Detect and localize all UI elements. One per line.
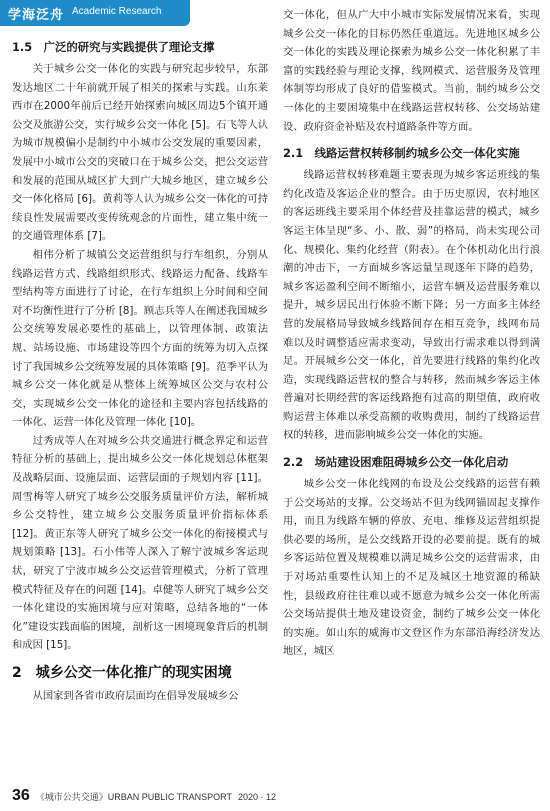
- issue-date: 2020 · 12: [238, 792, 277, 802]
- journal-name: 《城市公共交通》URBAN PUBLIC TRANSPORT: [35, 792, 232, 802]
- section-2-heading: 2 城乡公交一体化推广的现实困境: [12, 665, 232, 681]
- header-banner: [0, 0, 190, 26]
- section-2-1-heading: 2.1 线路运营权转移制约城乡公交一体化实施: [283, 146, 520, 161]
- section-2-2-paragraph: 城乡公交一体化线网的布设及公交线路的运营有赖于公交场站的支撑。公交场站不但为线网锚固起支撑作用，而且为线路车辆的停放、充电、维修及运营组织提供必要的场所，是公交线路开设的必要前提。既有的城乡客运站位置及规模难以满足城乡公交的运营需求，由于对场站重要性认知上的不足及城区土地资源的稀缺性，县级政府往往难以或不愿意为城乡公交一体化所需公交场站提供土地及建设资金，制约了城乡公交一体化的实施。如山东的威海市文登区作为东部沿海经济发达地区，城区: [283, 478, 540, 658]
- page-number: 36: [12, 787, 30, 804]
- right-column: [283, 6, 540, 661]
- section-1-5-paragraph-1: 关于城乡公交一体化的实践与研究起步较早，东部发达地区二十年前就开展了相关的探索与实践。山东莱西市在2000年前后已经开始探索向城区周边5个镇开通公交及旅游公交，实行城乡公交一体化 [5]。石飞等人认为城市规模偏小是制约中小城市公交发展的重要因素，发展中小城市公交的突破口在于城乡公交，把公交运营和发展的范围从城区扩大到广大城乡地区，建立城乡公交一体化格局 [6]。黄莉等人认为城乡公交一体化的可持续良性发展需要改变传统观念的片面性，建立集中统一的交通管理体系 [7]。: [12, 63, 268, 243]
- section-2-paragraph-continued: 交一体化，但从广大中小城市实际发展情况来看，实现城乡公交一体化的目标仍然任重道远。先进地区城乡公交一体化的实践及理论探索为城乡公交一体化积累了丰富的实践经验与理论支撑，线网模式、运营服务及管理体制等均形成了良好的借鉴模式。当前，制约城乡公交一体化的主要困境集中在线路运营权转移、公交场站建设、政府资金补贴及农村道路条件等方面。: [283, 9, 540, 133]
- section-1-5-paragraph-2: 相伟分析了城镇公交运营组织与行车组织，分别从线路运营方式、线路组织形式、线路运力配备、线路车型结构等方面进行了讨论，在行车组织上分时间和空间对不均衡性进行了分析 [8]。顾志兵等人在阐述我国城乡公交统筹发展必要性的基础上，以管理体制、政策法规、站场设施、市场建设等四个方面的统筹为切入点探讨了我国城乡公交统筹发展的具体策略 [9]。范季平认为城乡公交一体化就是从整体上统筹城区公交与农村公交，实现城乡公交一体化的途径和主要内容包括线路的一体化、运营一体化及管理一体化 [10]。: [12, 248, 268, 429]
- section-2-paragraph-start: 从国家到各省市政府层面均在倡导发展城乡公: [32, 690, 239, 702]
- section-2-1-paragraph: 线路运营权转移难题主要表现为城乡客运班线的集约化改造及客运企业的整合。由于历史原因，农村地区的客运班线主要采用个体经营及挂靠运营的模式，城乡客运主体呈现“多、小、散、弱”的格局，尚未实现公司化、规模化、集约化经营（附表）。在个体机动化出行浪潮的冲击下，一方面城乡客运量呈现逐年下降的趋势，城乡客运盈利空间不断缩小，运营车辆及运营服务难以提升，城乡居民出行体验不断下降；另一方面多主体经营的发展格局导致城乡线路间存在相互竞争，线网布局难以及时调整适应需求变动，导致出行需求难以得到满足。开展城乡公交一体化，首先要进行线路的集约化改造，实现线路运营权的整合与转移，然而城乡客运主体普遍对长期经营的客运线路抱有过高的期望值，政府收购运营主体难以承受高额的收购费用，制约了线路运营权的转移，进而影响城乡公交一体化的实施。: [283, 169, 540, 442]
- section-1-5-paragraph-3: 过秀成等人在对城乡公共交通进行概念界定和运营特征分析的基础上，提出城乡公交一体化规划总体框架及战略层面、设施层面、运营层面的子规划内容 [11]。周雪梅等人研究了城乡公交服务质量评价方法，解析城乡公交特性，建立城乡公交服务质量评价指标体系 [12]。黄正东等人研究了城乡公交一体化的衔接模式与规划策略 [13]。石小伟等人深入了解宁波城乡客运现状，研究了宁波市城乡公交运营管理模式，分析了管理模式特征及存在的问题 [14]。卓健等人研究了城乡公交一体化建设的实施困境与应对策略，总结各地的“一体化”建设实践面临的困境，剖析这一困境现象背后的机制和成因 [15]。: [12, 434, 268, 652]
- page-footer: [12, 787, 276, 805]
- header-subtitle: Academic Research: [72, 6, 162, 17]
- header-title: 学海泛舟: [8, 8, 65, 23]
- section-1-5-heading: 1.5 广泛的研究与实践提供了理论支撑: [12, 40, 215, 54]
- left-column: [12, 38, 268, 706]
- section-2-2-heading: 2.2 场站建设困难阻碍城乡公交一体化启动: [283, 455, 509, 470]
